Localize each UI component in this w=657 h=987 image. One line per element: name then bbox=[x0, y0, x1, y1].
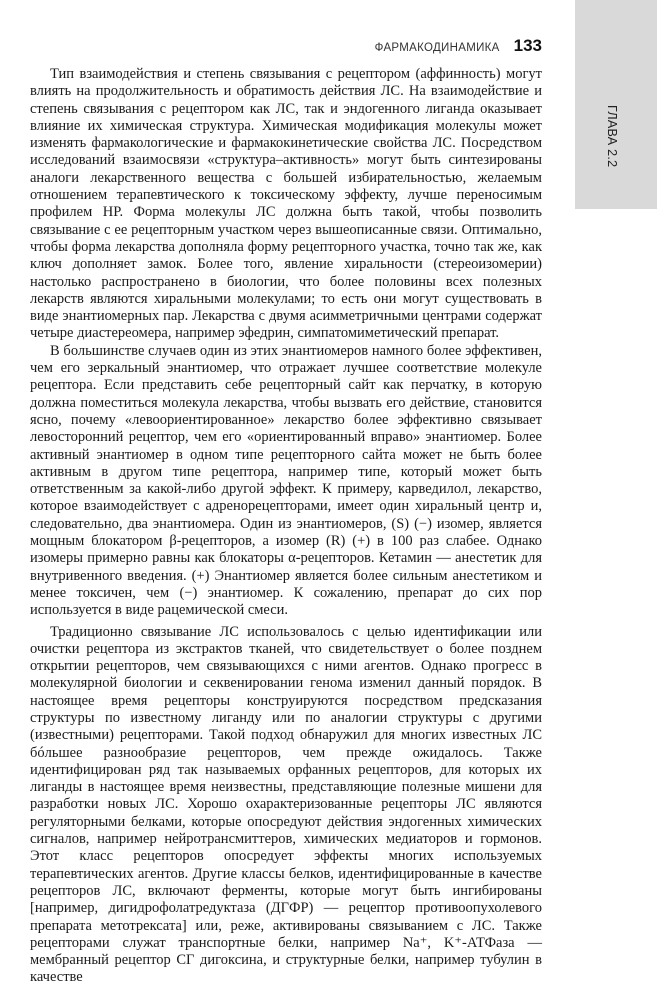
paragraph-3: Традиционно связывание ЛС использовалось с целью идентификации или очистки рецептора из экстрактов тканей, что свидетельствует о более позднем открытии рецепторов, чем связывающихся с ними агентов. Однако прогресс в молекулярной биологии и секвенировании генома изменил данный порядок. В настоящее время рецепторы конструируются посредством предсказания структуры по известному лиганду или по аналогии структуры с другими (известными) рецепторами. Такой подход обнаружил для многих известных ЛС бóльшее разнообразие рецепторов, чем прежде ожидалось. Также идентифицирован ряд так называемых орфанных рецепторов, для которых их лиганды в настоящее время неизвестны, представляющие полезные мишени для разработки новых ЛС. Хорошо охарактеризованные рецепторы ЛС являются регуляторными белками, которые опосредуют действия эндогенных химических сигналов, например нейротрансмиттеров, химических медиаторов и гормонов. Этот класс рецепторов опосредует эффекты многих используемых терапевтических агентов. Другие классы белков, идентифицированные в качестве рецепторов ЛС, включают ферменты, которые могут быть ингибированы [например, дигидрофолатредуктаза (ДГФР) — рецептор противоопухолевого препарата метотрексата] или, реже, активированы связыванием с ЛС. Также рецепторами служат транспортные белки, например Na⁺, K⁺-АТФаза — мембранный рецептор СГ дигоксина, и структурные белки, например тубулин в качестве bbox=[30, 623, 542, 986]
running-title: ФАРМАКОДИНАМИКА bbox=[374, 42, 500, 54]
paragraph-2: В большинстве случаев один из этих энантиомеров намного более эффективен, чем его зеркальный энантиомер, что отражает лучшее соответствие молекуле рецептора. Если представить себе рецепторный сайт как перчатку, в которую должна поместиться молекула лекарства, чтобы вызвать его действие, становится ясно, почему «левоориентированное» лекарство более эффективно связывает левосторонний рецептор, чем его «ориентированный вправо» энантиомер. Более активный энантиомер в одном типе рецепторного сайта может не быть более активным в другом типе рецептора, например типе, который может быть ответственным за какой-либо другой эффект. К примеру, карведилол, лекарство, которое взаимодействует с адренорецепторами, имеет один хиральный центр и, следовательно, два энантиомера. Один из энантиомеров, (S) (−) изомер, является мощным блокатором β-рецепторов, а изомер (R) (+) в 100 раз слабее. Однако изомеры примерно равны как блокаторы α-рецепторов. Кетамин — анестетик для внутривенного введения. (+) Энантиомер является более сильным анестетиком и менее токсичен, чем (−) энантиомер. К сожалению, препарат до сих пор используется в виде рацемической смеси. bbox=[30, 342, 542, 619]
page-number: 133 bbox=[513, 36, 542, 55]
running-head bbox=[30, 36, 542, 62]
paragraph-1: Тип взаимодействия и степень связывания с рецептором (аффинность) могут влиять на продолжительность и обратимость действия ЛС. На взаимодействие и степень связывания с рецептором как ЛС, так и эндогенного лиганда оказывает влияние их химическая структура. Химическая модификация молекулы может изменять фармакологические и фармакокинетические свойства ЛС. Посредством исследований взаимосвязи «структура–активность» могут быть синтезированы аналоги лекарственного вещества с большей избирательностью, желаемым отношением терапевтического к токсическому эффекту, лучше переносимым профилем НР. Форма молекулы ЛС должна быть такой, чтобы позволить связывание с ее рецепторным участком через вышеописанные связи. Оптимально, чтобы форма лекарства дополняла форму рецепторного участка, точно так же, как ключ дополняет замок. Более того, явление хиральности (стереоизомерии) настолько распространено в биологии, что более половины всех полезных лекарств являются хиральными молекулами; то есть они могут существовать в виде энантиомерных пар. Лекарства с двумя асимметричными центрами содержат четыре диастереомера, например эфедрин, симпатомиметический препарат. bbox=[30, 66, 542, 342]
body-text bbox=[30, 66, 542, 987]
chapter-label: ГЛАВА 2.2 bbox=[605, 105, 619, 168]
chapter-side-tab bbox=[575, 0, 657, 209]
